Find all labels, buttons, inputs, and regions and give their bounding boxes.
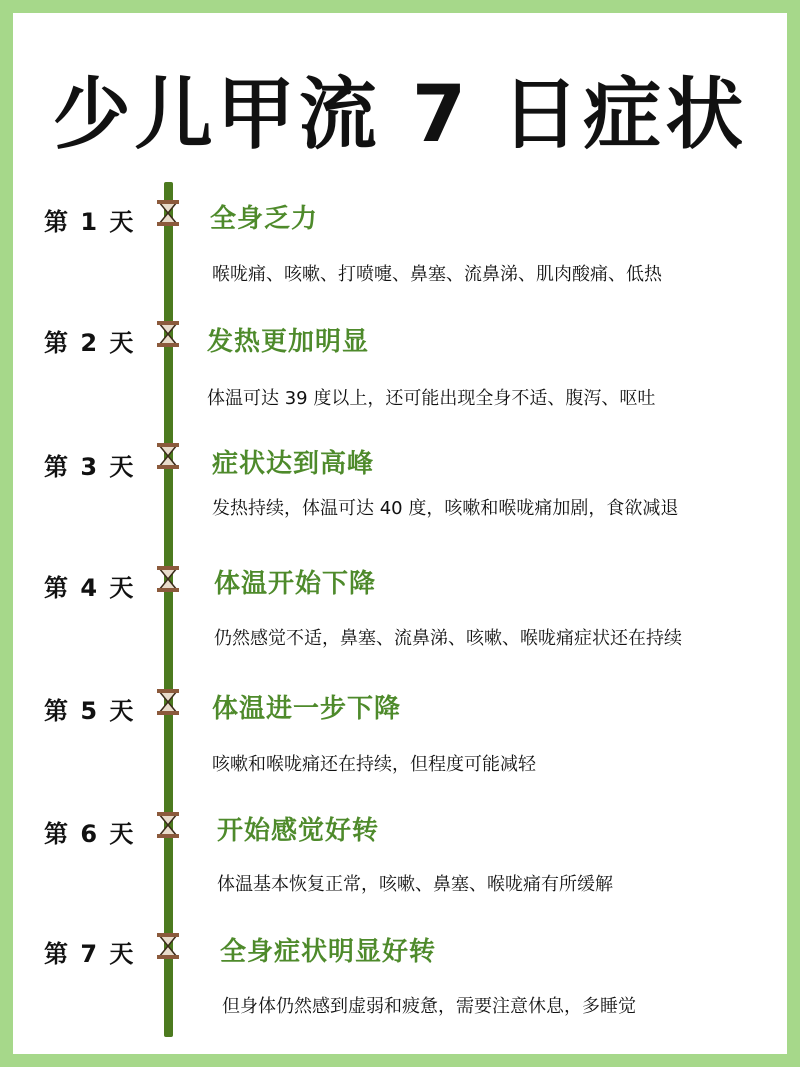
day-description-5: 咳嗽和喉咙痛还在持续，但程度可能减轻 — [212, 754, 536, 775]
hourglass-icon — [153, 198, 183, 228]
day-description-4: 仍然感觉不适，鼻塞、流鼻涕、咳嗽、喉咙痛症状还在持续 — [214, 628, 682, 649]
hourglass-icon — [153, 564, 183, 594]
day-label-2: 第 2 天 — [44, 329, 136, 357]
day-heading-5: 体温进一步下降 — [212, 694, 402, 724]
day-heading-2: 发热更加明显 — [207, 327, 370, 357]
day-heading-1: 全身乏力 — [210, 204, 319, 234]
day-label-6: 第 6 天 — [44, 820, 136, 848]
page-title: 少儿甲流 7 日症状 — [52, 70, 748, 160]
day-description-3: 发热持续，体温可达 40 度，咳嗽和喉咙痛加剧，食欲减退 — [212, 498, 679, 519]
hourglass-icon — [153, 687, 183, 717]
day-description-1: 喉咙痛、咳嗽、打喷嚏、鼻塞、流鼻涕、肌肉酸痛、低热 — [212, 264, 662, 285]
hourglass-icon — [153, 931, 183, 961]
day-label-3: 第 3 天 — [44, 453, 136, 481]
day-label-4: 第 4 天 — [44, 574, 136, 602]
day-label-1: 第 1 天 — [44, 208, 136, 236]
timeline-line — [164, 182, 173, 1037]
day-description-2: 体温可达 39 度以上，还可能出现全身不适、腹泻、呕吐 — [207, 388, 656, 409]
hourglass-icon — [153, 319, 183, 349]
day-heading-6: 开始感觉好转 — [217, 816, 380, 846]
day-description-6: 体温基本恢复正常，咳嗽、鼻塞、喉咙痛有所缓解 — [217, 874, 613, 895]
day-label-5: 第 5 天 — [44, 697, 136, 725]
hourglass-icon — [153, 810, 183, 840]
day-heading-3: 症状达到高峰 — [212, 449, 375, 479]
day-heading-7: 全身症状明显好转 — [220, 937, 437, 967]
hourglass-icon — [153, 441, 183, 471]
day-heading-4: 体温开始下降 — [214, 569, 377, 599]
day-description-7: 但身体仍然感到虚弱和疲惫，需要注意休息，多睡觉 — [222, 996, 636, 1017]
day-label-7: 第 7 天 — [44, 940, 136, 968]
